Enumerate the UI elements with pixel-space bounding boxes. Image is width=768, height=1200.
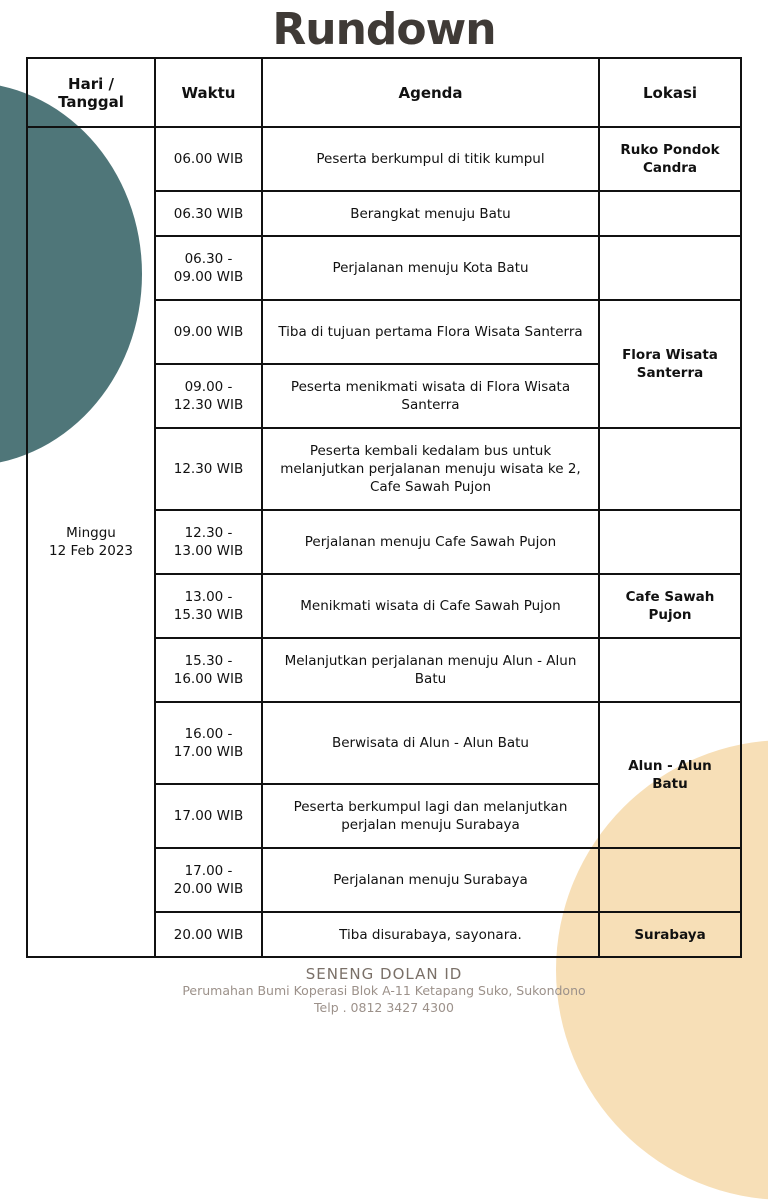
time-cell: 09.00 - 12.30 WIB	[155, 364, 262, 428]
time-cell: 15.30 - 16.00 WIB	[155, 638, 262, 702]
agenda-cell: Tiba di tujuan pertama Flora Wisata Santerra	[262, 300, 599, 364]
agenda-cell: Berangkat menuju Batu	[262, 191, 599, 236]
location-cell: Cafe Sawah Pujon	[599, 574, 741, 638]
footer-brand: SENENG DOLAN ID	[305, 965, 463, 983]
time-cell: 09.00 WIB	[155, 300, 262, 364]
agenda-cell: Peserta kembali kedalam bus untuk melanjutkan perjalanan menuju wisata ke 2, Cafe Sawah Pujon	[262, 428, 599, 510]
time-cell: 06.30 - 09.00 WIB	[155, 236, 262, 300]
day-label: Minggu 12 Feb 2023	[48, 525, 134, 559]
location-cell-empty	[599, 428, 741, 510]
header-day: Hari / Tanggal	[27, 58, 155, 127]
header-location: Lokasi	[599, 58, 741, 127]
time-cell: 06.00 WIB	[155, 127, 262, 191]
header-agenda: Agenda	[262, 58, 599, 127]
location-cell-empty	[599, 848, 741, 912]
footer-phone: Telp . 0812 3427 4300	[314, 1000, 454, 1015]
location-cell-empty	[599, 236, 741, 300]
rundown-table	[26, 57, 742, 958]
agenda-cell: Melanjutkan perjalanan menuju Alun - Alun Batu	[262, 638, 599, 702]
time-cell: 20.00 WIB	[155, 912, 262, 957]
page-title: Rundown	[272, 4, 496, 55]
location-cell: Alun - Alun Batu	[599, 702, 741, 848]
agenda-cell: Berwisata di Alun - Alun Batu	[262, 702, 599, 784]
time-cell: 17.00 WIB	[155, 784, 262, 848]
table-row	[27, 127, 741, 191]
location-cell: Flora Wisata Santerra	[599, 300, 741, 428]
agenda-cell: Perjalanan menuju Kota Batu	[262, 236, 599, 300]
location-cell-empty	[599, 510, 741, 574]
agenda-cell: Perjalanan menuju Cafe Sawah Pujon	[262, 510, 599, 574]
agenda-cell: Peserta berkumpul di titik kumpul	[262, 127, 599, 191]
agenda-cell: Tiba disurabaya, sayonara.	[262, 912, 599, 957]
time-cell: 12.30 WIB	[155, 428, 262, 510]
agenda-cell: Menikmati wisata di Cafe Sawah Pujon	[262, 574, 599, 638]
table-header-row	[27, 58, 741, 127]
time-cell: 13.00 - 15.30 WIB	[155, 574, 262, 638]
time-cell: 12.30 - 13.00 WIB	[155, 510, 262, 574]
day-cell	[27, 127, 155, 957]
header-time: Waktu	[155, 58, 262, 127]
location-cell: Surabaya	[599, 912, 741, 957]
agenda-cell: Peserta berkumpul lagi dan melanjutkan perjalan menuju Surabaya	[262, 784, 599, 848]
time-cell: 17.00 - 20.00 WIB	[155, 848, 262, 912]
time-cell: 16.00 - 17.00 WIB	[155, 702, 262, 784]
location-cell-empty	[599, 638, 741, 702]
agenda-cell: Perjalanan menuju Surabaya	[262, 848, 599, 912]
location-cell-empty	[599, 191, 741, 236]
time-cell: 06.30 WIB	[155, 191, 262, 236]
agenda-cell: Peserta menikmati wisata di Flora Wisata Santerra	[262, 364, 599, 428]
location-cell: Ruko Pondok Candra	[599, 127, 741, 191]
footer-address: Perumahan Bumi Koperasi Blok A-11 Ketapang Suko, Sukondono	[182, 983, 586, 998]
